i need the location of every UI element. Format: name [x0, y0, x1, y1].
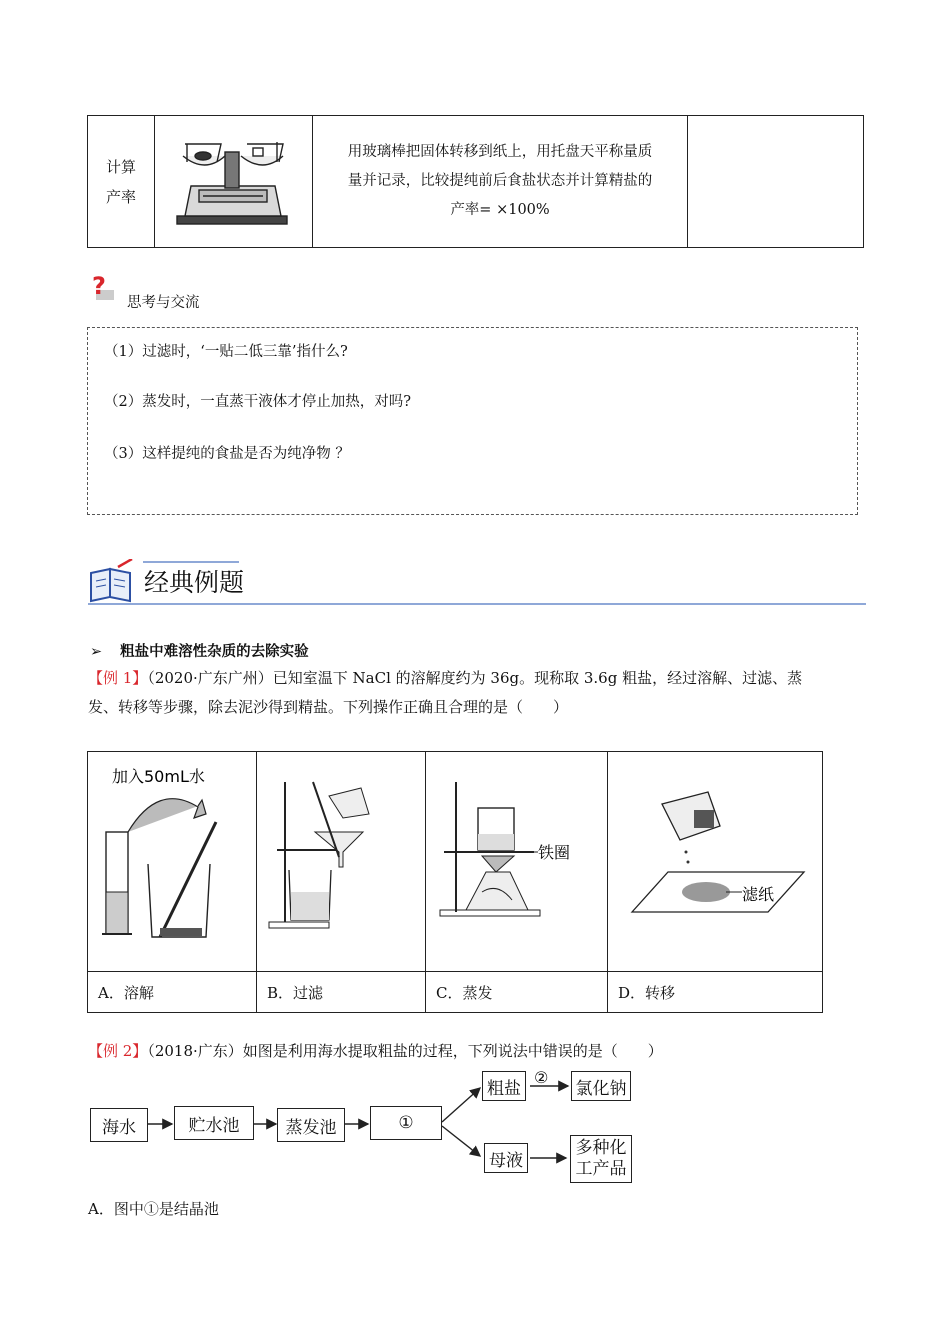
calc-desc-line3: 产率= ×100% — [450, 202, 550, 218]
option-d[interactable]: D．转移 — [608, 972, 823, 1013]
think-title: 思考与交流 — [127, 295, 200, 311]
image-filter — [257, 752, 426, 972]
think-question-3: （3）这样提纯的食盐是否为纯净物 ？ — [104, 446, 350, 462]
example-1-line2: 发、转移等步骤，除去泥沙得到精盐。下列操作正确且合理的是（ ） — [88, 698, 569, 716]
topic-title: 粗盐中难溶性杂质的去除实验 — [120, 643, 309, 660]
example-1-line1 — [88, 663, 802, 693]
balance-image-cell — [155, 116, 313, 248]
flow-box-storage-pool: 贮水池 — [174, 1106, 254, 1140]
calc-label-line2: 产率 — [105, 187, 136, 206]
balance-illustration — [155, 116, 312, 243]
empty-cell — [688, 116, 864, 248]
flow-box-evaporation-pool: 蒸发池 — [277, 1108, 345, 1142]
calc-label-line1: 计算 — [105, 157, 136, 176]
option-a[interactable]: A．溶解 — [88, 972, 257, 1013]
question-mark-icon — [88, 272, 118, 306]
section-bottom-line — [88, 603, 866, 605]
flow-box-step-1: ① — [370, 1106, 442, 1140]
example-2-text-1: （2018·广东）如图是利用海水提取粗盐的过程，下列说法中错误的是（ ） — [147, 1042, 663, 1060]
think-question-1: （1）过滤时，‘一贴二低三靠’指什么? — [104, 344, 348, 360]
calc-description-cell — [313, 116, 688, 248]
flow-box-seawater: 海水 — [90, 1108, 148, 1142]
flow-box-chemical-products — [570, 1135, 632, 1183]
option-c[interactable]: C．蒸发 — [426, 972, 608, 1013]
flow-arrows — [80, 1064, 650, 1194]
transfer-illustration — [608, 752, 822, 967]
book-icon — [88, 559, 136, 603]
topic-heading — [90, 640, 309, 661]
calc-yield-table — [87, 115, 864, 248]
example-1-text-1: （2020·广东广州）已知室温下 NaCl 的溶解度约为 36g。现称取 3.6g 粗盐，经过溶解、过滤、蒸 — [147, 669, 803, 687]
label-add-water: 加入50mL水 — [112, 767, 205, 786]
chemical-products-line2: 工产品 — [575, 1159, 627, 1179]
image-evaporate — [426, 752, 608, 972]
example-2-tag: 【例 2】 — [88, 1042, 148, 1060]
flow-step-2: ② — [534, 1068, 549, 1087]
image-transfer — [608, 752, 823, 972]
think-box — [87, 327, 858, 515]
calc-desc-line2: 量并记录，比较提纯前后食盐状态并计算精盐的 — [347, 173, 653, 189]
think-question-2: （2）蒸发时，一直蒸干液体才停止加热，对吗? — [104, 394, 411, 410]
example-2-option-a[interactable]: A．图中①是结晶池 — [88, 1200, 219, 1218]
calc-label-cell — [88, 116, 155, 248]
dissolve-illustration — [88, 752, 256, 967]
example-1-tag: 【例 1】 — [88, 669, 148, 687]
label-filter-paper: 滤纸 — [742, 885, 775, 904]
example-1-options-table — [87, 751, 823, 1013]
image-dissolve — [88, 752, 257, 972]
option-b[interactable]: B．过滤 — [257, 972, 426, 1013]
filter-illustration — [257, 752, 425, 967]
calc-desc-line1: 用玻璃棒把固体转移到纸上，用托盘天平称量质 — [347, 144, 653, 160]
flow-box-crude-salt: 粗盐 — [482, 1071, 526, 1101]
chemical-products-line1: 多种化 — [575, 1138, 627, 1158]
example-2-line1 — [88, 1036, 663, 1066]
label-iron-ring: 铁圈 — [538, 843, 571, 862]
bullet-arrow-icon: ➢ — [90, 644, 103, 660]
svg-text:?: ? — [92, 272, 106, 300]
evaporate-illustration — [426, 752, 607, 967]
flow-box-sodium-chloride: 氯化钠 — [571, 1071, 631, 1101]
section-title: 经典例题 — [144, 568, 245, 597]
flow-box-mother-liquor: 母液 — [484, 1143, 528, 1173]
